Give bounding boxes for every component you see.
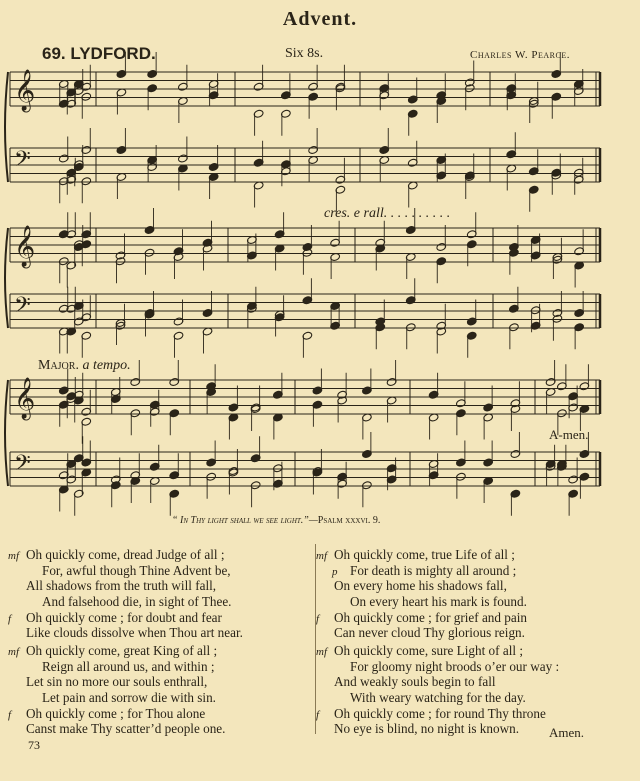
verse-line (334, 721, 559, 737)
verse-line (26, 690, 225, 706)
verse-3 (316, 547, 527, 641)
dynamic-mark: f (316, 708, 320, 721)
verse-line (26, 721, 225, 737)
dynamic-mark: f (8, 612, 12, 625)
verse-line (26, 563, 243, 579)
hymn-number: 69. (42, 44, 66, 63)
treble-clef: 𝄞 (14, 226, 36, 267)
verse-line (26, 674, 225, 690)
verse-text: No eye is blind, no night is known. (334, 721, 519, 737)
key-change-mark (38, 358, 131, 374)
verse-4 (316, 643, 560, 737)
meter: Six 8s. (285, 46, 324, 61)
epigraph-text: “ In Thy light shall we see light.”— (172, 515, 318, 526)
verse-text: On every heart his mark is found. (350, 594, 527, 610)
verse-2 (8, 643, 226, 737)
verse-line (316, 609, 527, 626)
verse-text: Oh quickly come, dread Judge of all ; (26, 547, 225, 562)
dynamic-mark: mf (316, 550, 327, 562)
verse-text: Can never cloud Thy glorious reign. (334, 625, 525, 641)
dynamic-mark: mf (8, 646, 19, 658)
verse-line (334, 659, 559, 675)
dynamic-mark: p (332, 565, 338, 578)
verse-text: For death is mighty all around ; (350, 562, 517, 578)
column-divider (315, 544, 316, 734)
epigraph (172, 515, 380, 526)
verse-line (334, 625, 527, 641)
verse-line (316, 547, 527, 563)
verse-line (8, 547, 243, 563)
verse-line (26, 625, 243, 641)
amen-label: A-men. (549, 427, 589, 442)
verse-line (334, 563, 527, 579)
verse-line (316, 643, 559, 659)
epigraph-source: Psalm xxxvi. 9. (317, 515, 381, 526)
verse-text: Oh quickly come, great King of all ; (26, 643, 218, 658)
treble-clef: 𝄞 (14, 378, 36, 419)
verse-line (334, 674, 559, 690)
dynamic-mark: mf (316, 646, 327, 658)
season-heading: Advent. (282, 8, 358, 30)
bass-clef: 𝄢 (14, 147, 31, 177)
verse-text: Oh quickly come ; for doubt and fear (26, 609, 222, 625)
verse-line (8, 609, 243, 626)
verse-text: With weary watching for the day. (350, 690, 526, 706)
verse-text: Oh quickly come, sure Light of all ; (334, 643, 523, 658)
verse-text: Like clouds dissolve when Thou art near. (26, 625, 243, 641)
page-number: 73 (28, 738, 40, 752)
verse-text: And falsehood die, in sight of Thee. (42, 594, 232, 610)
bass-clef: 𝄢 (14, 451, 31, 481)
amen-ending: Amen. (549, 725, 585, 740)
verse-text: Oh quickly come ; for grief and pain (334, 609, 527, 625)
verse-line (26, 659, 225, 675)
verse-line (26, 578, 243, 594)
key-change-word: Major. (38, 358, 79, 373)
verse-text: Oh quickly come ; for round Thy throne (334, 705, 546, 721)
verse-line (334, 594, 527, 610)
verse-text: Oh quickly come ; for Thou alone (26, 705, 206, 721)
dynamic-mark: f (8, 708, 12, 721)
verse-line (316, 705, 559, 722)
system-brace (5, 72, 8, 182)
bass-clef: 𝄢 (14, 293, 31, 323)
verse-text: And weakly souls begin to fall (334, 674, 496, 690)
tune-name: LYDFORD. (70, 44, 156, 63)
tempo-mark: a tempo. (82, 358, 131, 373)
verse-text: For, awful though Thine Advent be, (42, 562, 231, 578)
verse-line (8, 705, 225, 722)
expression-mark: cres. e rall. . . . . . . . . . (324, 206, 451, 221)
verse-1 (8, 547, 243, 641)
verse-text: Reign all around us, and within ; (42, 658, 215, 674)
system-brace (5, 228, 8, 328)
dynamic-mark: f (316, 612, 320, 625)
dynamic-mark: mf (8, 550, 19, 562)
verse-text: Let sin no more our souls enthrall, (26, 674, 208, 690)
verse-text: Canst make Thy scatter’d people one. (26, 721, 226, 737)
verse-text: All shadows from the truth will fall, (26, 578, 217, 594)
system-brace (5, 380, 8, 486)
verse-text: On every home his shadows fall, (334, 578, 507, 594)
verse-text: For gloomy night broods o’er our way : (350, 658, 560, 674)
verse-line (26, 594, 243, 610)
verse-line (334, 690, 559, 706)
treble-clef: 𝄞 (14, 70, 36, 111)
verse-line (8, 643, 225, 659)
verse-line (334, 578, 527, 594)
composer: Charles W. Pearce. (470, 49, 570, 61)
verse-text: Oh quickly come, true Life of all ; (334, 547, 515, 562)
verse-text: Let pain and sorrow die with sin. (42, 690, 216, 706)
